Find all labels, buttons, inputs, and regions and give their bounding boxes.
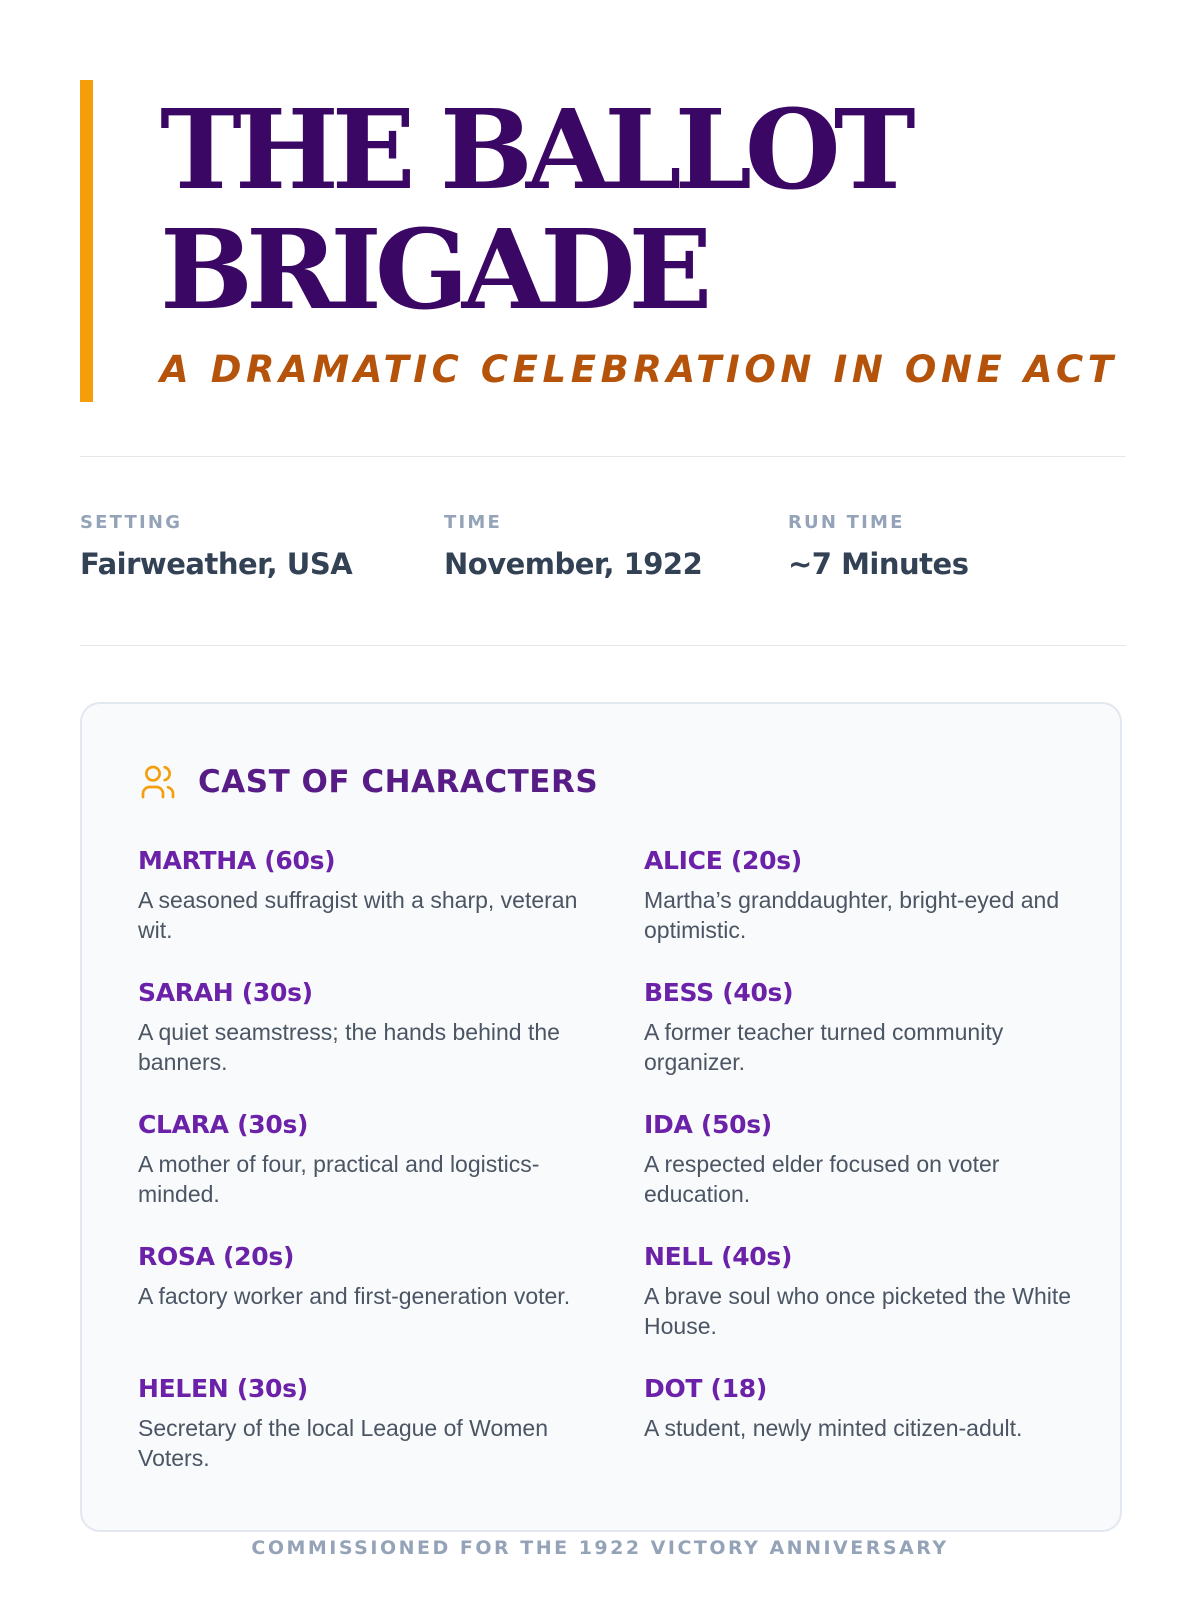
character-name: HELEN (30s): [138, 1374, 308, 1403]
footer-text: COMMISSIONED FOR THE 1922 VICTORY ANNIVERSARY: [251, 1537, 949, 1559]
character-name: MARTHA (60s): [138, 846, 336, 875]
character-alice: [644, 846, 1084, 945]
character-ida: [644, 1110, 1084, 1209]
title-block: [80, 80, 1133, 402]
character-nell: [644, 1242, 1084, 1341]
character-martha: [138, 846, 578, 945]
play-title-line-1: THE BALLOT: [160, 85, 909, 214]
character-name: SARAH (30s): [138, 978, 313, 1007]
character-description: A factory worker and first-generation voter.: [138, 1283, 571, 1309]
character-clara: [138, 1110, 578, 1209]
play-title: [160, 85, 909, 334]
character-description: A mother of four, practical and logistics-minded.: [138, 1151, 540, 1207]
meta-time: [444, 512, 702, 581]
cast-card: [80, 702, 1122, 1532]
divider-bottom: [80, 645, 1126, 646]
meta-runtime: [788, 512, 968, 581]
character-name: DOT (18): [644, 1374, 768, 1403]
character-helen: [138, 1374, 578, 1473]
character-description: A brave soul who once picketed the White House.: [644, 1283, 1072, 1339]
meta-setting-label: SETTING: [80, 512, 183, 533]
character-name: ROSA (20s): [138, 1242, 295, 1271]
meta-time-value: November, 1922: [444, 547, 703, 581]
character-description: A seasoned suffragist with a sharp, veteran wit.: [138, 887, 578, 943]
character-name: IDA (50s): [644, 1110, 772, 1139]
character-description: A quiet seamstress; the hands behind the banners.: [138, 1019, 560, 1075]
character-name: BESS (40s): [644, 978, 794, 1007]
character-description: A former teacher turned community organizer.: [644, 1019, 1004, 1075]
character-description: A respected elder focused on voter education.: [644, 1151, 1000, 1207]
meta-setting-value: Fairweather, USA: [80, 547, 353, 581]
meta-runtime-label: RUN TIME: [788, 512, 905, 533]
cast-header: [138, 762, 598, 802]
meta-runtime-value: ~7 Minutes: [788, 547, 969, 581]
play-subtitle: A DRAMATIC CELEBRATION IN ONE ACT: [160, 348, 1118, 391]
character-description: Martha’s granddaughter, bright-eyed and optimistic.: [644, 887, 1060, 943]
character-sarah: [138, 978, 578, 1077]
character-bess: [644, 978, 1084, 1077]
meta-time-label: TIME: [444, 512, 502, 533]
character-rosa: [138, 1242, 578, 1311]
character-description: Secretary of the local League of Women Voters.: [138, 1415, 548, 1471]
character-name: ALICE (20s): [644, 846, 802, 875]
play-title-line-2: BRIGADE: [160, 205, 706, 334]
character-name: NELL (40s): [644, 1242, 793, 1271]
character-name: CLARA (30s): [138, 1110, 309, 1139]
cast-heading: CAST OF CHARACTERS: [198, 764, 599, 800]
divider-top: [80, 456, 1126, 457]
character-dot: [644, 1374, 1084, 1443]
users-icon: [138, 762, 178, 802]
character-description: A student, newly minted citizen-adult.: [644, 1415, 1023, 1441]
meta-setting: [80, 512, 352, 581]
